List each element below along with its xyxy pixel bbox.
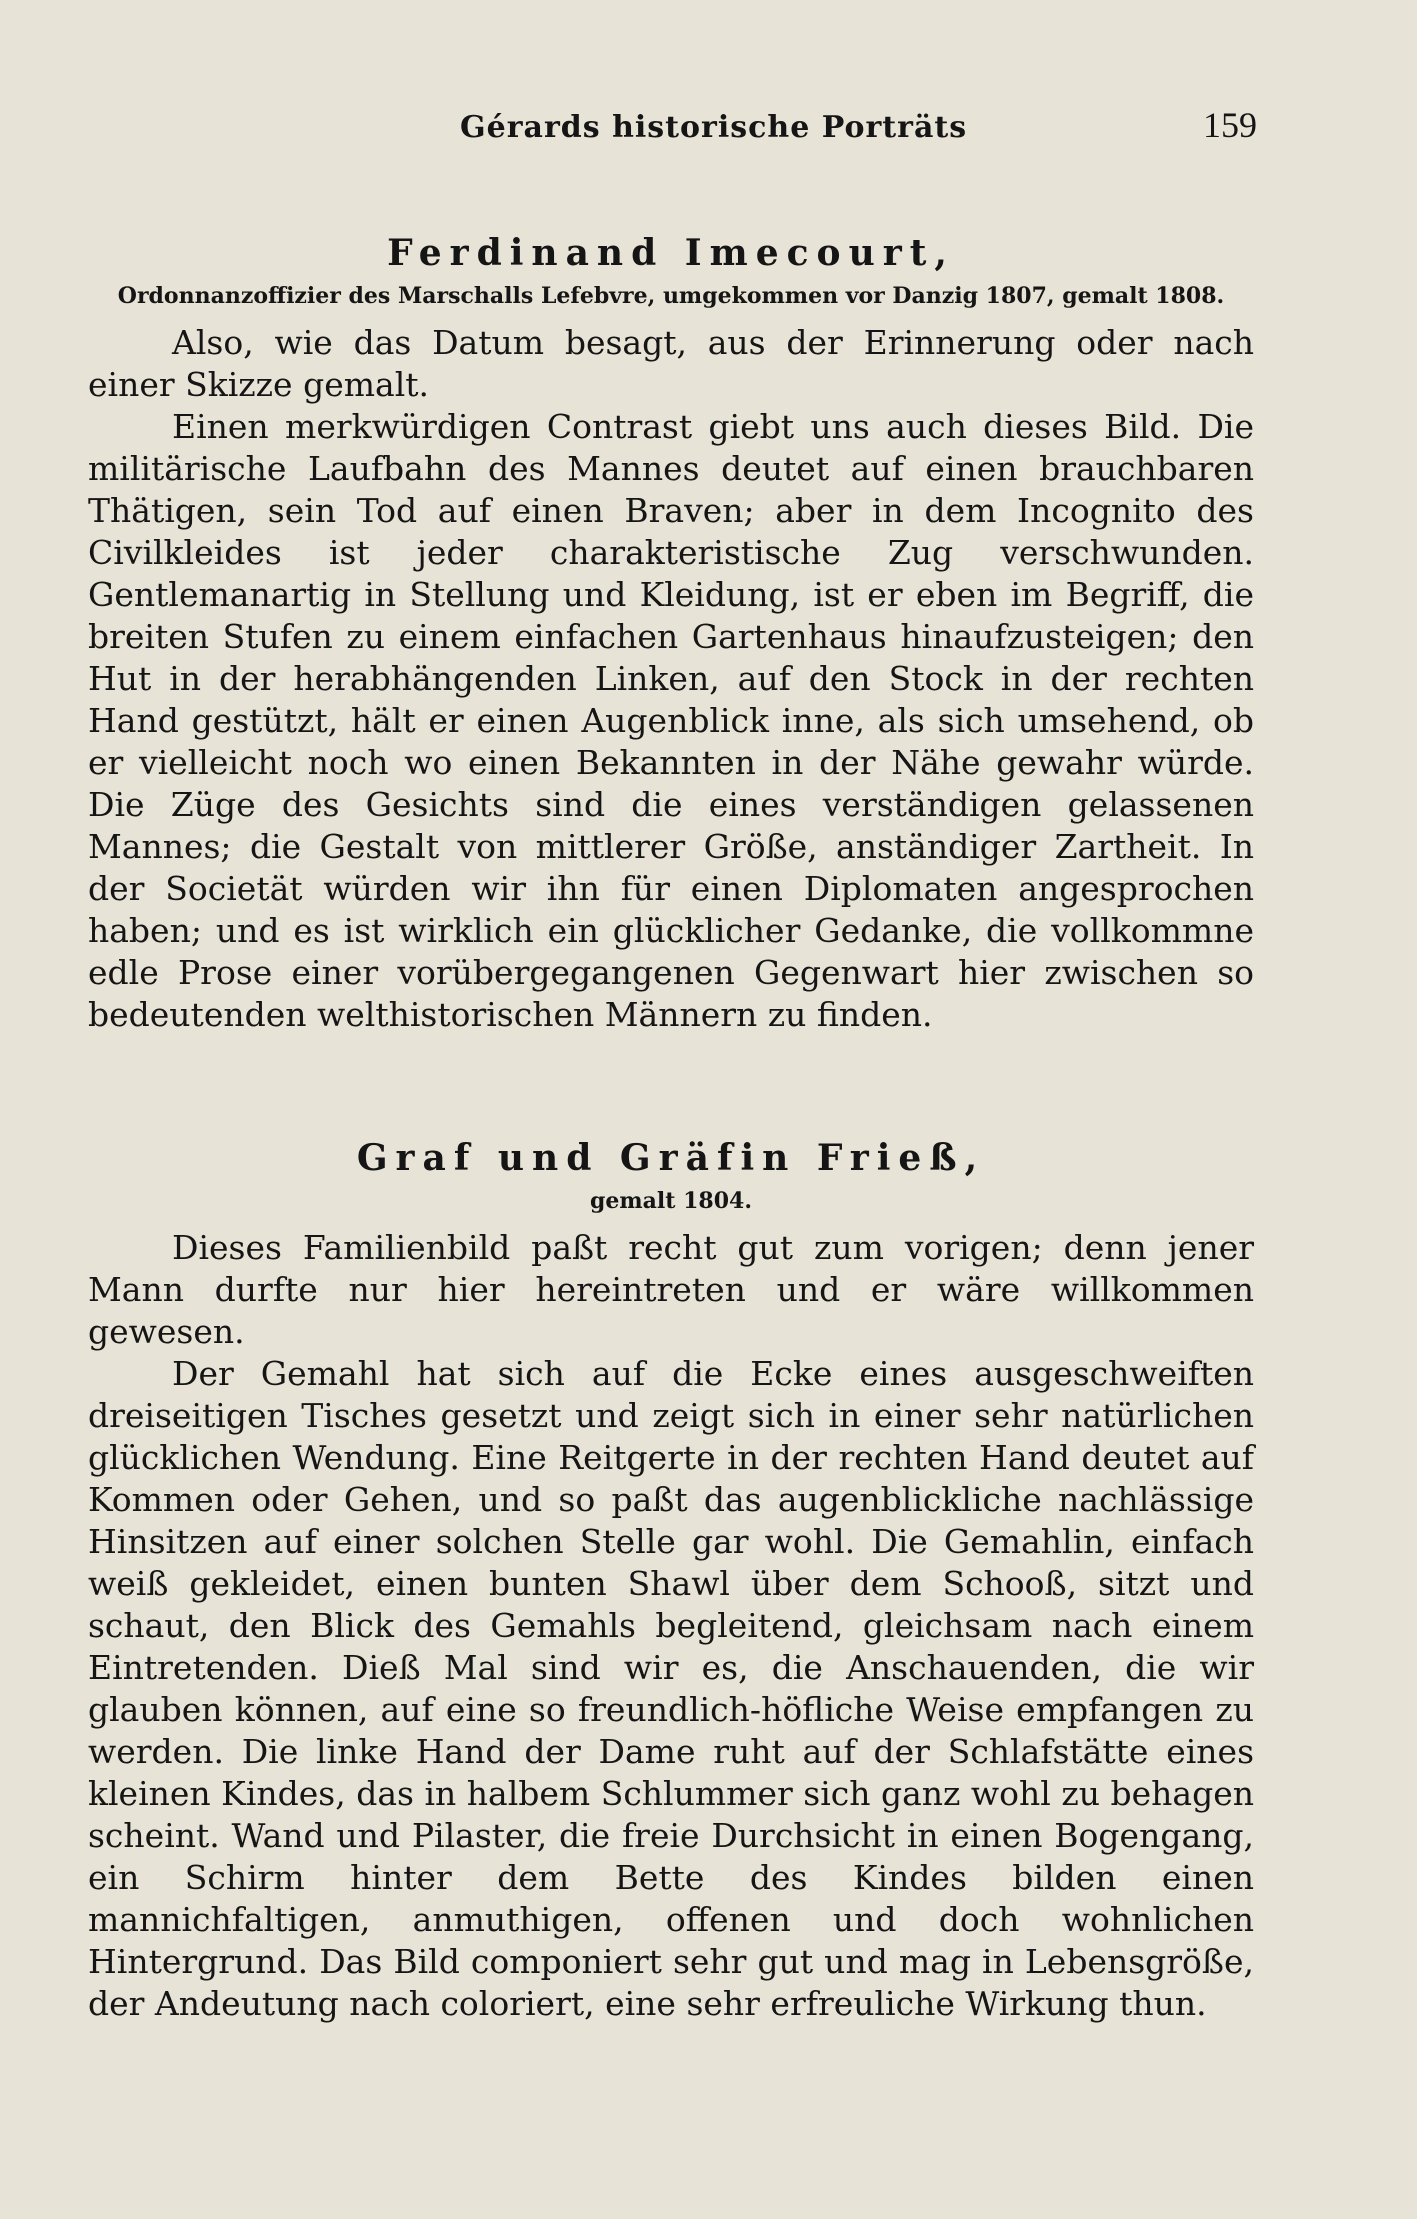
section-title: Graf und Gräfin Frieß, [356, 1137, 986, 1179]
running-header [90, 105, 1327, 160]
section-friess [88, 1135, 1254, 2025]
section-imecourt [88, 230, 1254, 1036]
section-subtitle: gemalt 1804. [590, 1188, 752, 1214]
page-number: 159 [1203, 105, 1257, 145]
section-title: Ferdinand Imecourt, [387, 232, 955, 274]
paragraph: Also, wie das Datum besagt, aus der Erinnerung oder nach einer Skizze gemalt. [88, 323, 1254, 404]
paragraph: Dieses Familienbild paßt recht gut zum vorigen; denn jener Mann durfte nur hier hereintreten und er wäre willkommen gewesen. [88, 1228, 1254, 1351]
paragraph: Einen merkwürdigen Contrast giebt uns auch dieses Bild. Die militärische Laufbahn des Mannes deutet auf einen brauchbaren Thätigen, sein Tod auf einen Braven; aber in dem Incognito des Civilkleides ist jeder charakteristische Zug verschwunden. Gentlemanartig in Stellung und Kleidung, ist er eben im Begriff, die breiten Stufen zu einem einfachen Gartenhaus hinaufzusteigen; den Hut in der herabhängenden Linken, auf den Stock in der rechten Hand gestützt, hält er einen Augenblick inne, als sich umsehend, ob er vielleicht noch wo einen Bekannten in der Nähe gewahr würde. Die Züge des Gesichts sind die eines verständigen gelassenen Mannes; die Gestalt von mittlerer Größe, anständiger Zartheit. In der Societät würden wir ihn für einen Diplomaten angesprochen haben; und es ist wirklich ein glücklicher Gedanke, die vollkommne edle Prose einer vorübergegangenen Gegenwart hier zwischen so bedeutenden welthistorischen Männern zu finden. [88, 407, 1254, 1034]
paragraph: Der Gemahl hat sich auf die Ecke eines ausgeschweiften dreiseitigen Tisches gesetzt und zeigt sich in einer sehr natürlichen glücklichen Wendung. Eine Reitgerte in der rechten Hand deutet auf Kommen oder Gehen, und so paßt das augenblickliche nachlässige Hinsitzen auf einer solchen Stelle gar wohl. Die Gemahlin, einfach weiß gekleidet, einen bunten Shawl über dem Schooß, sitzt und schaut, den Blick des Gemahls begleitend, gleichsam nach einem Eintretenden. Dieß Mal sind wir es, die Anschauenden, die wir glauben können, auf eine so freundlich-höfliche Weise empfangen zu werden. Die linke Hand der Dame ruht auf der Schlafstätte eines kleinen Kindes, das in halbem Schlummer sich ganz wohl zu behagen scheint. Wand und Pilaster, die freie Durchsicht in einen Bogengang, ein Schirm hinter dem Bette des Kindes bilden einen mannichfaltigen, anmuthigen, offenen und doch wohnlichen Hintergrund. Das Bild componiert sehr gut und mag in Lebensgröße, der Andeutung nach coloriert, eine sehr erfreuliche Wirkung thun. [88, 1354, 1254, 2023]
section-subtitle: Ordonnanzoffizier des Marschalls Lefebvre, umgekommen vor Danzig 1807, gemalt 1808. [117, 283, 1225, 309]
running-title: Gérards historische Porträts [460, 110, 968, 145]
